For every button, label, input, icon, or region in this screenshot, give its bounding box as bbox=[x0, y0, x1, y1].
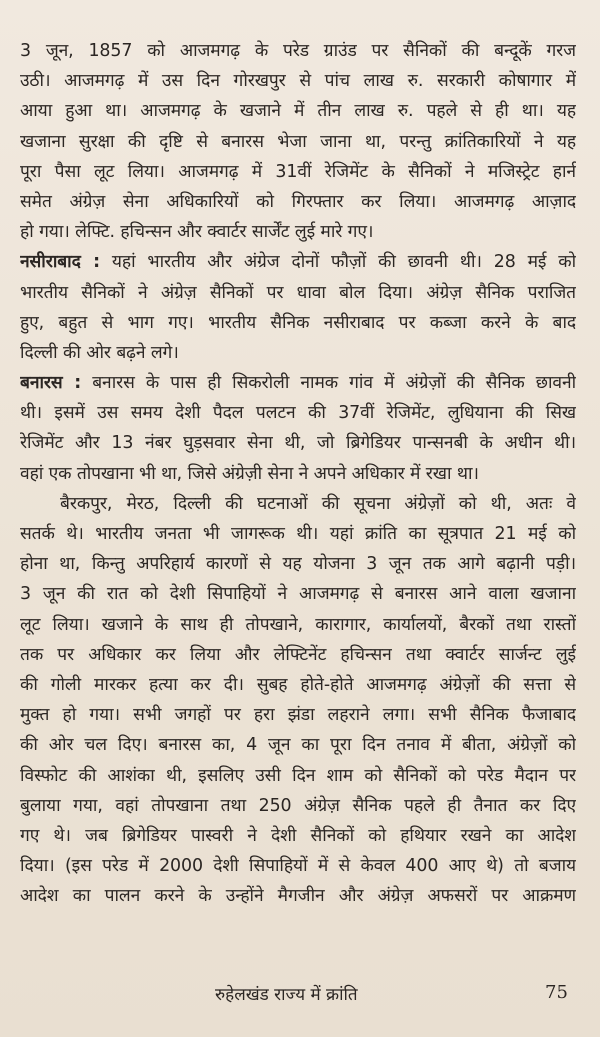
page-number: 75 bbox=[545, 982, 568, 1003]
paragraph-events bbox=[20, 489, 576, 912]
text-line: रेजिमेंट और 13 नंबर घुड़सवार सेना थी, जो ब्रिगेडियर पान्सनबी के अधीन थी। bbox=[20, 433, 576, 454]
text-line: दिल्ली की ओर बढ़ने लगे। bbox=[20, 342, 179, 363]
text-line: थी। इसमें उस समय देशी पैदल पलटन की 37वीं रेजिमेंट, लुधियाना की सिख bbox=[20, 403, 576, 424]
page-footer bbox=[0, 970, 600, 1010]
paragraph-nasirabad bbox=[20, 247, 576, 368]
text-line: खजाना सुरक्षा की दृष्टि से बनारस भेजा जाना था, परन्तु क्रांतिकारियों ने यह bbox=[20, 131, 576, 152]
body-text bbox=[20, 36, 576, 911]
text-line: की गोली मारकर हत्या कर दी। सुबह होते-होते आजमगढ़ अंग्रेज़ों की सत्ता से bbox=[20, 674, 576, 695]
text-line: समेत अंग्रेज़ सेना अधिकारियों को गिरफ्तार कर लिया। आजमगढ़ आज़ाद bbox=[20, 191, 576, 212]
text-line: आया हुआ था। आजमगढ़ के खजाने में तीन लाख रु. पहले से ही था। यह bbox=[20, 101, 576, 122]
text-line: बैरकपुर, मेरठ, दिल्ली की घटनाओं की सूचना अंग्रेज़ों को थी, अतः वे bbox=[60, 493, 576, 514]
text-line: बुलाया गया, वहां तोपखाना तथा 250 अंग्रेज़ सैनिक पहले ही तैनात कर दिए bbox=[20, 795, 576, 816]
text-line: आदेश का पालन करने के उन्होंने मैगजीन और अंग्रेज़ अफसरों पर आक्रमण bbox=[20, 886, 576, 907]
running-footer-title: रुहेलखंड राज्य में क्रांति bbox=[215, 985, 358, 1005]
text-line: लूट लिया। खजाने के साथ ही तोपखाने, कारागार, कार्यालयों, बैरकों तथा रास्तों bbox=[20, 614, 576, 635]
section-heading-banaras: बनारस : bbox=[20, 373, 82, 394]
text-line: तक पर अधिकार कर लिया और लेफ्टिनेंट हचिन्सन तथा क्वार्टर सार्जन्ट लुई bbox=[20, 644, 576, 665]
text-fragment: यहां भारतीय और अंग्रेज दोनों फौज़ों की छावनी थी। 28 मई को bbox=[99, 252, 576, 273]
text-line: उठी। आजमगढ़ में उस दिन गोरखपुर से पांच लाख रु. सरकारी कोषागार में bbox=[20, 71, 576, 92]
text-line: सतर्क थे। भारतीय जनता भी जागरूक थी। यहां क्रांति का सूत्रपात 21 मई को bbox=[20, 524, 576, 544]
text-line: गए थे। जब ब्रिगेडियर पास्वरी ने देशी सैनिकों को हथियार रखने का आदेश bbox=[20, 825, 576, 846]
text-line: दिया। (इस परेड में 2000 देशी सिपाहियों में से केवल 400 आए थे) तो बजाय bbox=[20, 856, 576, 877]
text-line: भारतीय सैनिकों ने अंग्रेज़ सैनिकों पर धावा बोल दिया। अंग्रेज़ सैनिक पराजित bbox=[20, 282, 576, 303]
text-fragment: बनारस के पास ही सिकरोली नामक गांव में अंग्रेज़ों की सैनिक छावनी bbox=[81, 373, 576, 394]
text-line: 3 जून, 1857 को आजमगढ़ के परेड ग्राउंड पर सैनिकों की बन्दूकें गरज bbox=[20, 41, 576, 61]
text-line: पूरा पैसा लूट लिया। आजमगढ़ में 31वीं रेजिमेंट के सैनिकों ने मजिस्ट्रेट हार्न bbox=[20, 161, 576, 182]
text-line: मुक्त हो गया। सभी जगहों पर हरा झंडा लहराने लगा। सभी सैनिक फैजाबाद bbox=[20, 705, 576, 726]
text-line: की ओर चल दिए। बनारस का, 4 जून का पूरा दिन तनाव में बीता, अंग्रेज़ों को bbox=[20, 735, 576, 756]
text-line: 3 जून की रात को देशी सिपाहियों ने आजमगढ़ से बनारस आने वाला खजाना bbox=[20, 584, 576, 605]
text-line: हुए, बहुत से भाग गए। भारतीय सैनिक नसीराबाद पर कब्जा करने के बाद bbox=[20, 312, 576, 333]
text-line: हो गया। लेफ्टि. हचिन्सन और क्वार्टर सार्जेंट लुई मारे गए। bbox=[20, 222, 374, 243]
section-heading-nasirabad: नसीराबाद : bbox=[20, 252, 100, 273]
text-line bbox=[20, 247, 576, 277]
paragraph-azamgarh bbox=[20, 36, 576, 247]
text-line bbox=[20, 368, 576, 398]
text-line: वहां एक तोपखाना भी था, जिसे अंग्रेज़ी सेना ने अपने अधिकार में रखा था। bbox=[20, 463, 479, 484]
text-line: होना था, किन्तु अपरिहार्य कारणों से यह योजना 3 जून तक आगे बढ़ानी पड़ी। bbox=[20, 554, 576, 575]
paragraph-banaras bbox=[20, 368, 576, 489]
text-line: विस्फोट की आशंका थी, इसलिए उसी दिन शाम को सैनिकों को परेड मैदान पर bbox=[20, 765, 576, 786]
